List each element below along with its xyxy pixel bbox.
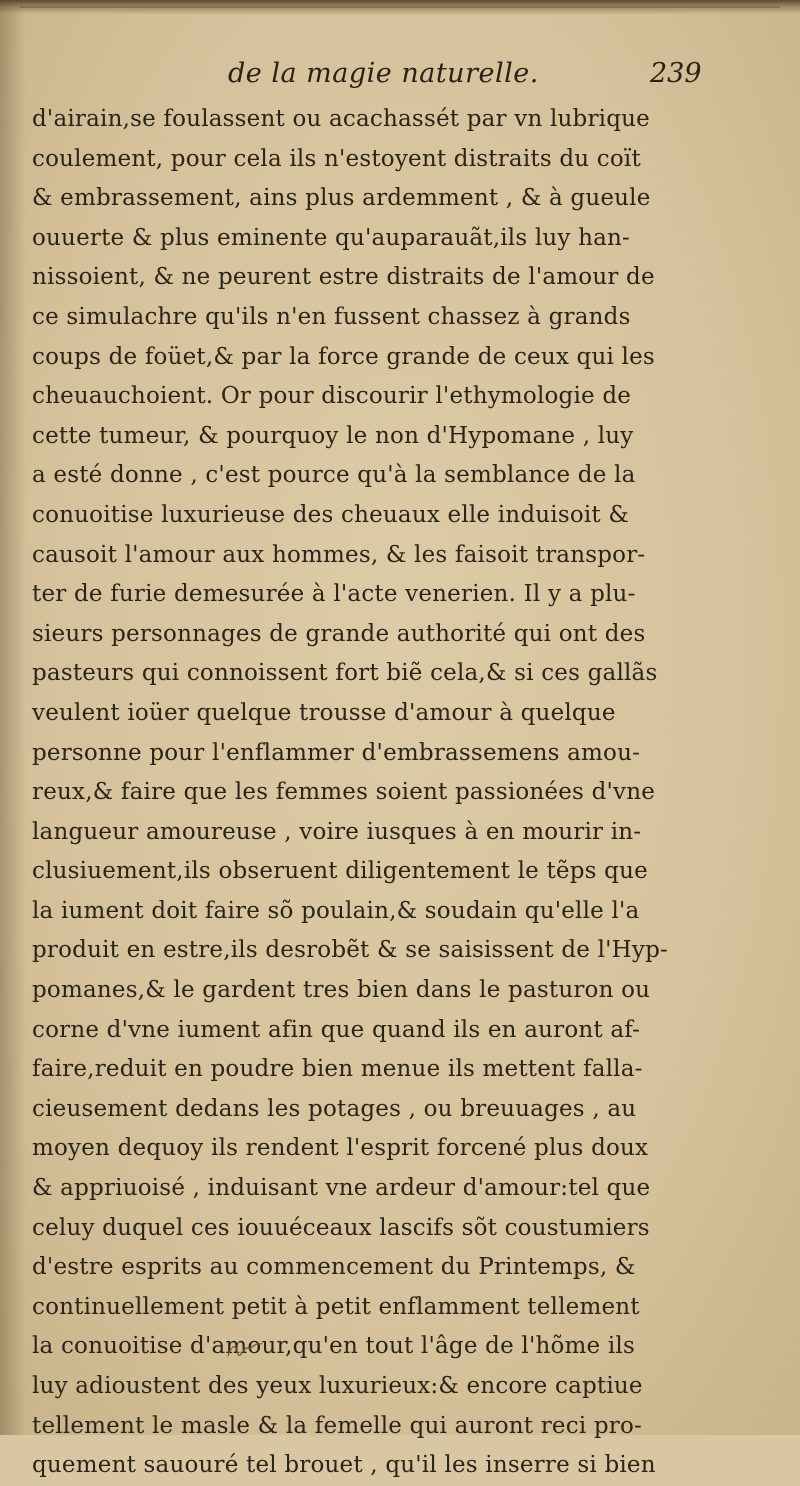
text-line: corne d'vne iument afin que quand ils en auront af- <box>32 1016 641 1043</box>
body-text <box>32 100 772 1486</box>
text-line: a esté donne , c'est pource qu'à la semblance de la <box>32 462 636 489</box>
text-line: pomanes,& le gardent tres bien dans le pasturon ou <box>32 977 651 1004</box>
text-line: conuoitise luxurieuse des cheuaux elle induisoit & <box>32 501 630 528</box>
text-line: ter de furie demesurée à l'acte venerien. Il y a plu- <box>32 581 636 608</box>
text-line: faire,reduit en poudre bien menue ils mettent falla- <box>32 1056 643 1083</box>
text-line: celuy duquel ces iouuéceaux lascifs sõt coustumiers <box>32 1214 650 1241</box>
text-line: ce simulachre qu'ils n'en fussent chassez à grands <box>32 303 631 330</box>
page-number: 239 <box>650 58 702 89</box>
text-line: continuellement petit à petit enflamment tellement <box>32 1293 640 1320</box>
ink-mark-icon <box>226 1338 266 1362</box>
text-line: tellement le masle & la femelle qui auront reci pro- <box>32 1412 643 1439</box>
text-line: luy adioustent des yeux luxurieux:& encore captiue <box>32 1373 643 1399</box>
text-line: d'airain,se foulassent ou acachassét par vn lubrique <box>32 106 650 132</box>
text-line: pasteurs qui connoissent fort biẽ cela,& si ces gallãs <box>32 660 658 687</box>
gutter-shadow <box>0 0 26 1435</box>
text-line: cette tumeur, & pourquoy le non d'Hypomane , luy <box>32 422 634 449</box>
text-line: reux,& faire que les femmes soient passionées d'vne <box>32 779 656 806</box>
text-line: moyen dequoy ils rendent l'esprit forcené plus doux <box>32 1135 649 1162</box>
text-line: veulent ioüer quelque trousse d'amour à quelque <box>32 699 616 726</box>
text-line: coups de foüet,& par la force grande de ceux qui les <box>32 343 655 370</box>
text-line: la iument doit faire sõ poulain,& soudain qu'elle l'a <box>32 897 640 924</box>
running-title: de la magie naturelle. <box>228 58 539 89</box>
text-line: produit en estre,ils desrobẽt & se saisissent de l'Hyp- <box>32 937 669 964</box>
text-line: quement sauouré tel brouet , qu'il les inserre si bien <box>32 1452 656 1479</box>
text-line: cheuauchoient. Or pour discourir l'ethymologie de <box>32 383 632 410</box>
text-line: sieurs personnages de grande authorité qui ont des <box>32 620 646 647</box>
text-line: & embrassement, ains plus ardemment , & à gueule <box>32 185 651 212</box>
text-line: la conuoitise d'amour,qu'en tout l'âge de l'hõme ils <box>32 1333 635 1360</box>
text-line: ouuerte & plus eminente qu'auparauãt,ils luy han- <box>32 224 631 251</box>
text-line: langueur amoureuse , voire iusques à en mourir in- <box>32 818 642 845</box>
top-rule <box>20 6 780 8</box>
text-line: cieusement dedans les potages , ou breuuages , au <box>32 1095 637 1122</box>
text-line: clusiuement,ils obseruent diligentement le tẽps que <box>32 858 648 885</box>
text-line: nissoient, & ne peurent estre distraits de l'amour de <box>32 264 655 291</box>
text-line: personne pour l'enflammer d'embrassemens amou- <box>32 739 641 766</box>
text-line: coulement, pour cela ils n'estoyent distraits du coït <box>32 145 641 172</box>
text-line: causoit l'amour aux hommes, & les faisoit transpor- <box>32 541 646 568</box>
text-line: & appriuoisé , induisant vne ardeur d'amour:tel que <box>32 1175 651 1202</box>
page-header <box>0 58 800 98</box>
text-line: d'estre esprits au commencement du Printemps, & <box>32 1254 636 1281</box>
